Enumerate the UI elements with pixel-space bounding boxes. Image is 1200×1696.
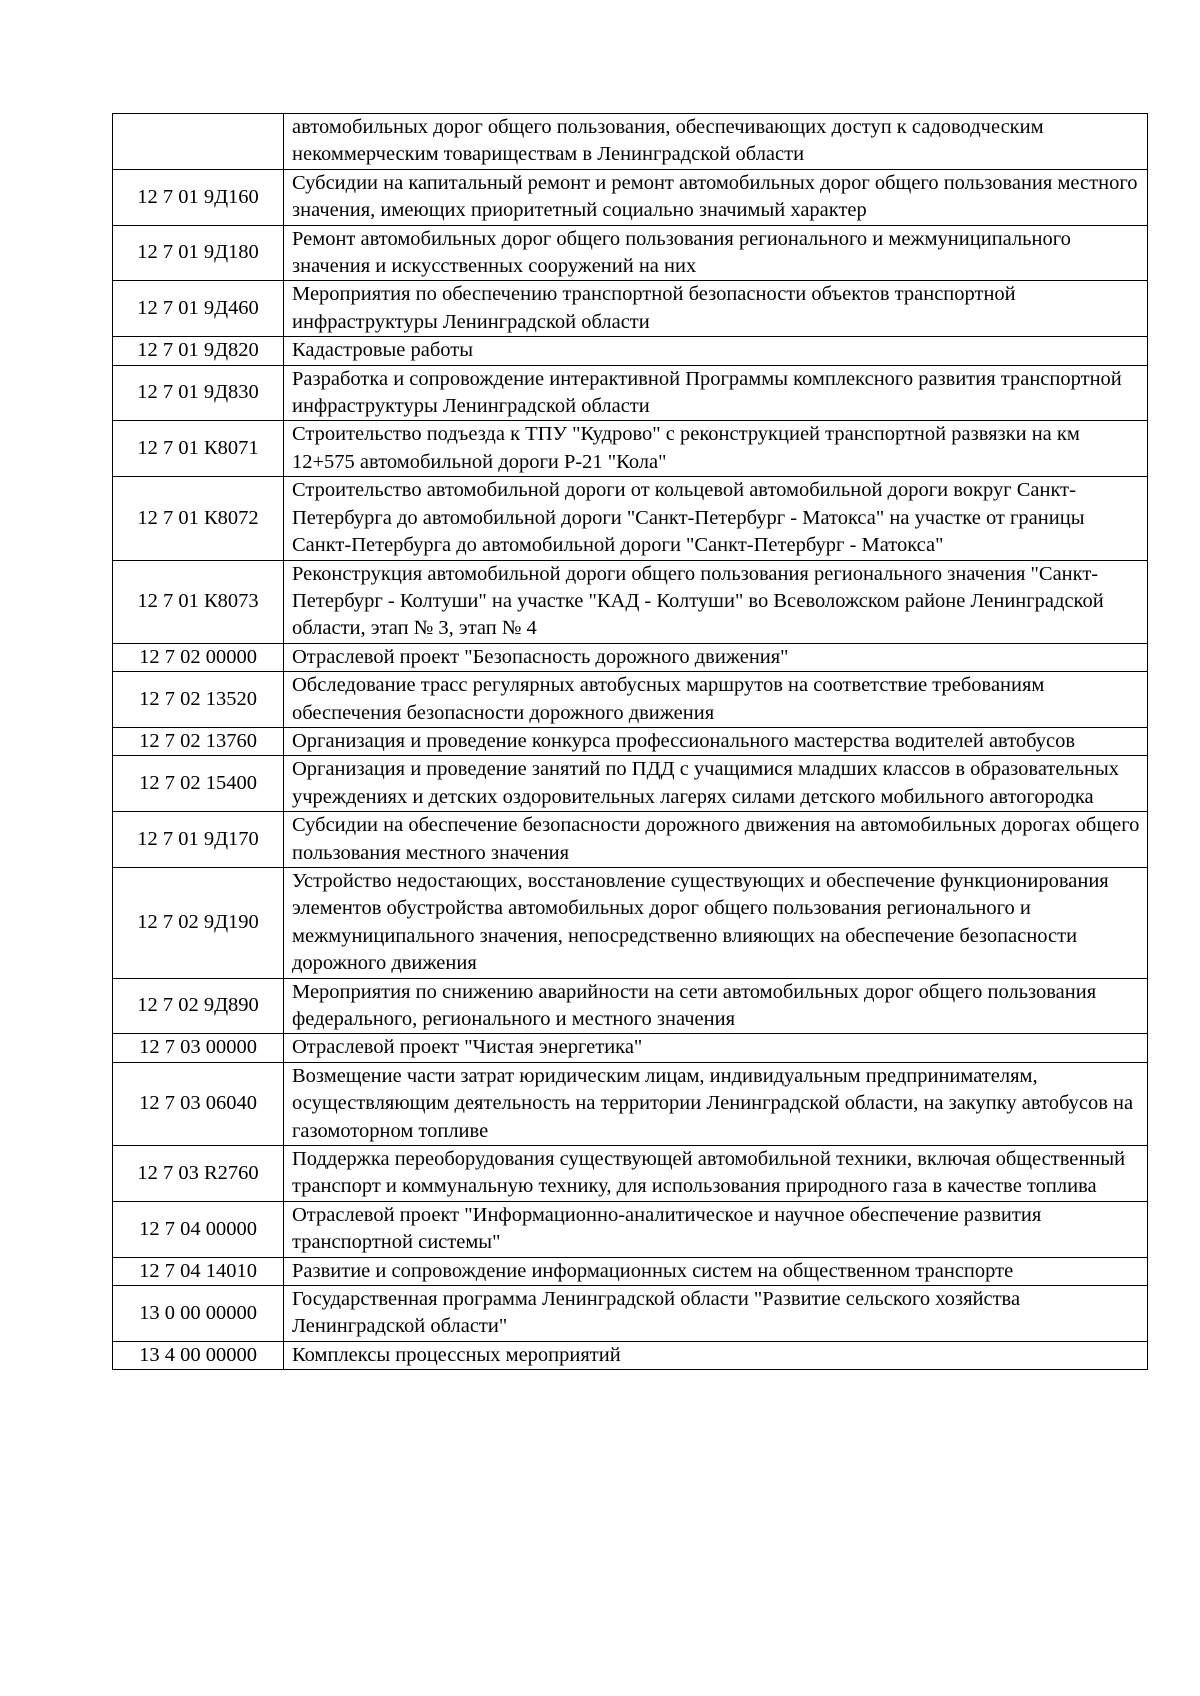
row-description: Развитие и сопровождение информационных систем на общественном транспорте <box>284 1257 1148 1285</box>
row-description: Государственная программа Ленинградской области "Развитие сельского хозяйства Ленинградской области" <box>284 1286 1148 1342</box>
row-code: 13 4 00 00000 <box>113 1341 284 1369</box>
document-page <box>112 113 1148 1370</box>
table-row <box>113 337 1148 365</box>
table-row <box>113 1146 1148 1202</box>
row-description: Отраслевой проект "Безопасность дорожного движения" <box>284 643 1148 671</box>
row-code: 12 7 01 9Д180 <box>113 225 284 281</box>
row-code: 12 7 02 00000 <box>113 643 284 671</box>
table-row <box>113 365 1148 421</box>
table-row <box>113 225 1148 281</box>
table-row <box>113 1201 1148 1257</box>
table-row <box>113 672 1148 728</box>
table-row <box>113 978 1148 1034</box>
table-row <box>113 727 1148 755</box>
row-description: Отраслевой проект "Информационно-аналитическое и научное обеспечение развития транспортной системы" <box>284 1201 1148 1257</box>
row-description: Мероприятия по снижению аварийности на сети автомобильных дорог общего пользования федерального, регионального и местного значения <box>284 978 1148 1034</box>
row-description: Субсидии на обеспечение безопасности дорожного движения на автомобильных дорогах общего пользования местного значения <box>284 812 1148 868</box>
row-code <box>113 114 284 170</box>
row-code: 12 7 01 К8072 <box>113 477 284 560</box>
table-row <box>113 756 1148 812</box>
table-row <box>113 560 1148 643</box>
table-body <box>113 114 1148 1370</box>
table-row <box>113 421 1148 477</box>
row-description: Кадастровые работы <box>284 337 1148 365</box>
row-description: Ремонт автомобильных дорог общего пользования регионального и межмуниципального значения и искусственных сооружений на них <box>284 225 1148 281</box>
table-row <box>113 643 1148 671</box>
row-description: Возмещение части затрат юридическим лицам, индивидуальным предпринимателям, осуществляющим деятельность на территории Ленинградской области, на закупку автобусов на газомоторном топливе <box>284 1062 1148 1145</box>
table-row <box>113 1341 1148 1369</box>
row-code: 12 7 01 К8073 <box>113 560 284 643</box>
row-code: 12 7 02 9Д190 <box>113 867 284 978</box>
table-row <box>113 169 1148 225</box>
table-row <box>113 114 1148 170</box>
row-description: автомобильных дорог общего пользования, обеспечивающих доступ к садоводческим некоммерческим товариществам в Ленинградской области <box>284 114 1148 170</box>
row-description: Поддержка переоборудования существующей автомобильной техники, включая общественный транспорт и коммунальную технику, для использования природного газа в качестве топлива <box>284 1146 1148 1202</box>
row-code: 12 7 02 15400 <box>113 756 284 812</box>
table-row <box>113 1286 1148 1342</box>
row-code: 12 7 01 9Д830 <box>113 365 284 421</box>
row-code: 12 7 01 9Д160 <box>113 169 284 225</box>
row-description: Комплексы процессных мероприятий <box>284 1341 1148 1369</box>
row-code: 12 7 03 06040 <box>113 1062 284 1145</box>
table-row <box>113 812 1148 868</box>
table-row <box>113 867 1148 978</box>
row-description: Строительство подъезда к ТПУ "Кудрово" с реконструкцией транспортной развязки на км 12+575 автомобильной дороги Р-21 "Кола" <box>284 421 1148 477</box>
row-description: Разработка и сопровождение интерактивной Программы комплексного развития транспортной инфраструктуры Ленинградской области <box>284 365 1148 421</box>
row-description: Обследование трасс регулярных автобусных маршрутов на соответствие требованиям обеспечения безопасности дорожного движения <box>284 672 1148 728</box>
row-code: 12 7 02 13760 <box>113 727 284 755</box>
row-description: Мероприятия по обеспечению транспортной безопасности объектов транспортной инфраструктуры Ленинградской области <box>284 281 1148 337</box>
budget-code-table <box>112 113 1148 1370</box>
table-row <box>113 281 1148 337</box>
row-description: Отраслевой проект "Чистая энергетика" <box>284 1034 1148 1062</box>
row-description: Реконструкция автомобильной дороги общего пользования регионального значения "Санкт-Петербург - Колтуши" на участке "КАД - Колтуши" во Всеволожском районе Ленинградской области, этап № 3, этап № 4 <box>284 560 1148 643</box>
row-description: Строительство автомобильной дороги от кольцевой автомобильной дороги вокруг Санкт-Петербурга до автомобильной дороги "Санкт-Петербург - Матокса" на участке от границы Санкт-Петербурга до автомобильной дороги "Санкт-Петербург - Матокса" <box>284 477 1148 560</box>
row-code: 12 7 02 13520 <box>113 672 284 728</box>
row-code: 12 7 03 R2760 <box>113 1146 284 1202</box>
table-row <box>113 1257 1148 1285</box>
row-code: 13 0 00 00000 <box>113 1286 284 1342</box>
row-code: 12 7 01 9Д460 <box>113 281 284 337</box>
row-code: 12 7 04 00000 <box>113 1201 284 1257</box>
table-row <box>113 1034 1148 1062</box>
table-row <box>113 1062 1148 1145</box>
row-code: 12 7 03 00000 <box>113 1034 284 1062</box>
row-code: 12 7 01 К8071 <box>113 421 284 477</box>
row-code: 12 7 01 9Д820 <box>113 337 284 365</box>
row-code: 12 7 04 14010 <box>113 1257 284 1285</box>
row-description: Организация и проведение занятий по ПДД с учащимися младших классов в образовательных учреждениях и детских оздоровительных лагерях силами детского мобильного автогородка <box>284 756 1148 812</box>
row-description: Организация и проведение конкурса профессионального мастерства водителей автобусов <box>284 727 1148 755</box>
row-code: 12 7 02 9Д890 <box>113 978 284 1034</box>
row-code: 12 7 01 9Д170 <box>113 812 284 868</box>
row-description: Устройство недостающих, восстановление существующих и обеспечение функционирования элементов обустройства автомобильных дорог общего пользования регионального и межмуниципального значения, непосредственно влияющих на обеспечение безопасности дорожного движения <box>284 867 1148 978</box>
row-description: Субсидии на капитальный ремонт и ремонт автомобильных дорог общего пользования местного значения, имеющих приоритетный социально значимый характер <box>284 169 1148 225</box>
table-row <box>113 477 1148 560</box>
